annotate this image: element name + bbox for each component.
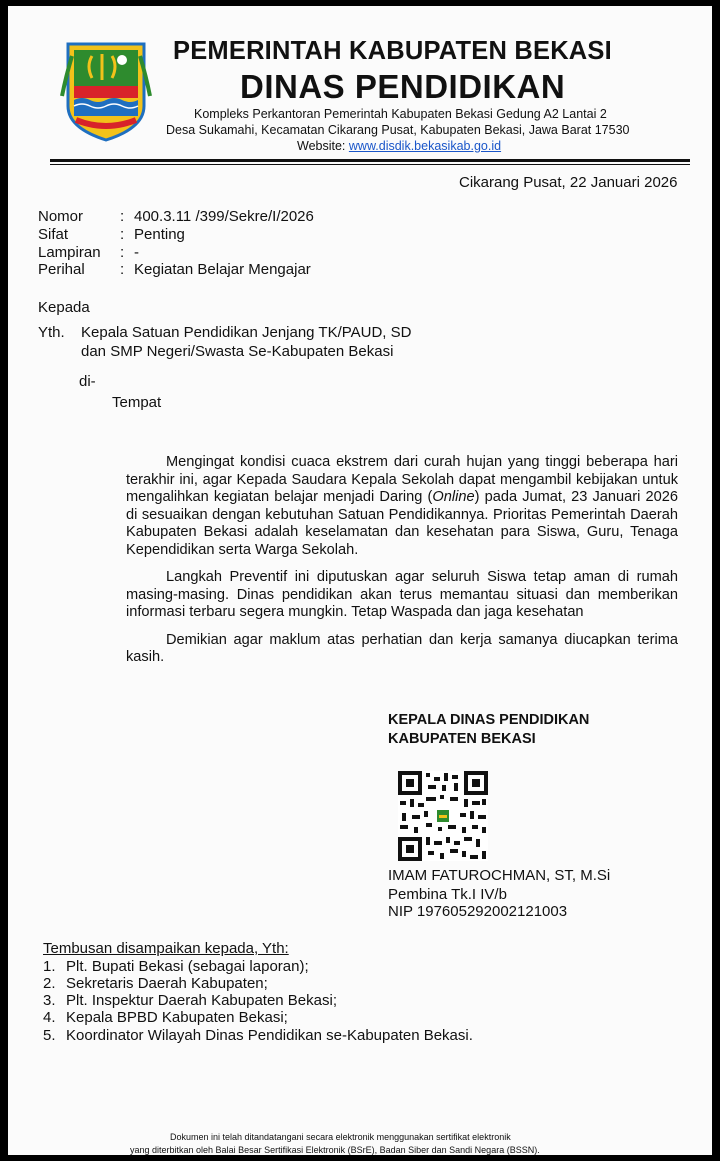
- signatory-name: IMAM FATUROCHMAN, ST, M.Si: [388, 867, 611, 884]
- cc-item-number: 5.: [43, 1027, 56, 1044]
- header-divider-thick: [50, 159, 690, 162]
- recipient-line-1: Kepala Satuan Pendidikan Jenjang TK/PAUD, SD: [81, 324, 412, 341]
- meta-value-perihal: Kegiatan Belajar Mengajar: [134, 261, 311, 278]
- meta-sep: :: [120, 226, 125, 243]
- cc-item: Plt. Bupati Bekasi (sebagai laporan);: [66, 958, 309, 975]
- signatory-rank: Pembina Tk.I IV/b: [388, 886, 507, 903]
- header-divider-thin: [50, 164, 690, 165]
- qr-code-signature: [398, 771, 488, 861]
- meta-label-lampiran: Lampiran: [38, 244, 101, 261]
- cc-item: Sekretaris Daerah Kabupaten;: [66, 975, 268, 992]
- cc-item-number: 3.: [43, 992, 56, 1009]
- header-website: [297, 139, 501, 153]
- signature-title-1: KEPALA DINAS PENDIDIKAN: [388, 712, 590, 728]
- meta-sep: :: [120, 244, 125, 261]
- footer-e-sign-note-1: Dokumen ini telah ditandatangani secara elektronik menggunakan sertifikat elektronik: [170, 1132, 511, 1142]
- signatory-nip: NIP 197605292002121003: [388, 903, 568, 920]
- header-agency-name: DINAS PENDIDIKAN: [240, 68, 566, 105]
- recipient-kepada: Kepada: [38, 299, 90, 316]
- signature-title-2: KABUPATEN BEKASI: [388, 731, 536, 747]
- online-term: Online: [432, 489, 475, 505]
- letter-page: [8, 6, 712, 1155]
- header-government-name: PEMERINTAH KABUPATEN BEKASI: [173, 37, 612, 65]
- meta-sep: :: [120, 208, 125, 225]
- cc-item: Kepala BPBD Kabupaten Bekasi;: [66, 1009, 288, 1026]
- header-address-line-1: Kompleks Perkantoran Pemerintah Kabupaten Bekasi Gedung A2 Lantai 2: [194, 107, 607, 121]
- cc-item: Plt. Inspektur Daerah Kabupaten Bekasi;: [66, 992, 337, 1009]
- cc-item-number: 1.: [43, 958, 56, 975]
- recipient-di: di-: [79, 373, 96, 390]
- meta-label-perihal: Perihal: [38, 261, 85, 278]
- website-label: Website:: [297, 139, 346, 153]
- meta-value-nomor: 400.3.11 /399/Sekre/I/2026: [134, 208, 314, 225]
- body-paragraph-1: Mengingat kondisi cuaca ekstrem dari curah hujan yang tinggi beberapa hari terakhir ini, agar Kepada Saudara Kepala Sekolah dapat mengambil kebijakan untuk mengalihkan kegiatan belajar menjadi Daring (Online) pada Jumat, 23 Januari 2026 di sesuaikan dengan kebutuhan Satuan Pendidikannya. Prioritas Pemerintah Daerah Kabupaten Bekasi adalah keselamatan dan kesehatan para Siswa, Guru, Tenaga Kependidikan serta Warga Sekolah.: [126, 454, 678, 558]
- recipient-tempat: Tempat: [112, 394, 162, 411]
- date-place: Cikarang Pusat, 22 Januari 2026: [459, 174, 678, 191]
- recipient-yth: Yth.: [38, 324, 65, 341]
- meta-sep: :: [120, 261, 125, 278]
- cc-heading: Tembusan disampaikan kepada, Yth:: [43, 940, 289, 957]
- footer-e-sign-note-2: yang diterbitkan oleh Balai Besar Sertifikasi Elektronik (BSrE), Badan Siber dan Sandi Negara (BSSN).: [130, 1145, 540, 1155]
- meta-value-sifat: Penting: [134, 226, 185, 243]
- body-paragraph-3: Demikian agar maklum atas perhatian dan kerja samanya diucapkan terima kasih.: [126, 631, 678, 665]
- body-paragraph-2: Langkah Preventif ini diputuskan agar seluruh Siswa tetap aman di rumah masing-masing. Dinas pendidikan akan terus memantau situasi dan memberikan informasi terbaru segera mungkin. Tetap Waspada dan jaga kesehatan: [126, 569, 678, 620]
- meta-label-sifat: Sifat: [38, 226, 69, 243]
- cc-item: Koordinator Wilayah Dinas Pendidikan se-Kabupaten Bekasi.: [66, 1027, 473, 1044]
- meta-label-nomor: Nomor: [38, 208, 84, 225]
- cc-item-number: 2.: [43, 975, 56, 992]
- meta-value-lampiran: -: [134, 244, 139, 261]
- website-link[interactable]: www.disdik.bekasikab.go.id: [348, 139, 502, 153]
- bekasi-coat-of-arms-logo: [58, 36, 154, 146]
- cc-item-number: 4.: [43, 1009, 56, 1026]
- letter-body: [126, 454, 678, 667]
- header-address-line-2: Desa Sukamahi, Kecamatan Cikarang Pusat, Kabupaten Bekasi, Jawa Barat 17530: [166, 123, 630, 137]
- recipient-line-2: dan SMP Negeri/Swasta Se-Kabupaten Bekasi: [81, 343, 394, 360]
